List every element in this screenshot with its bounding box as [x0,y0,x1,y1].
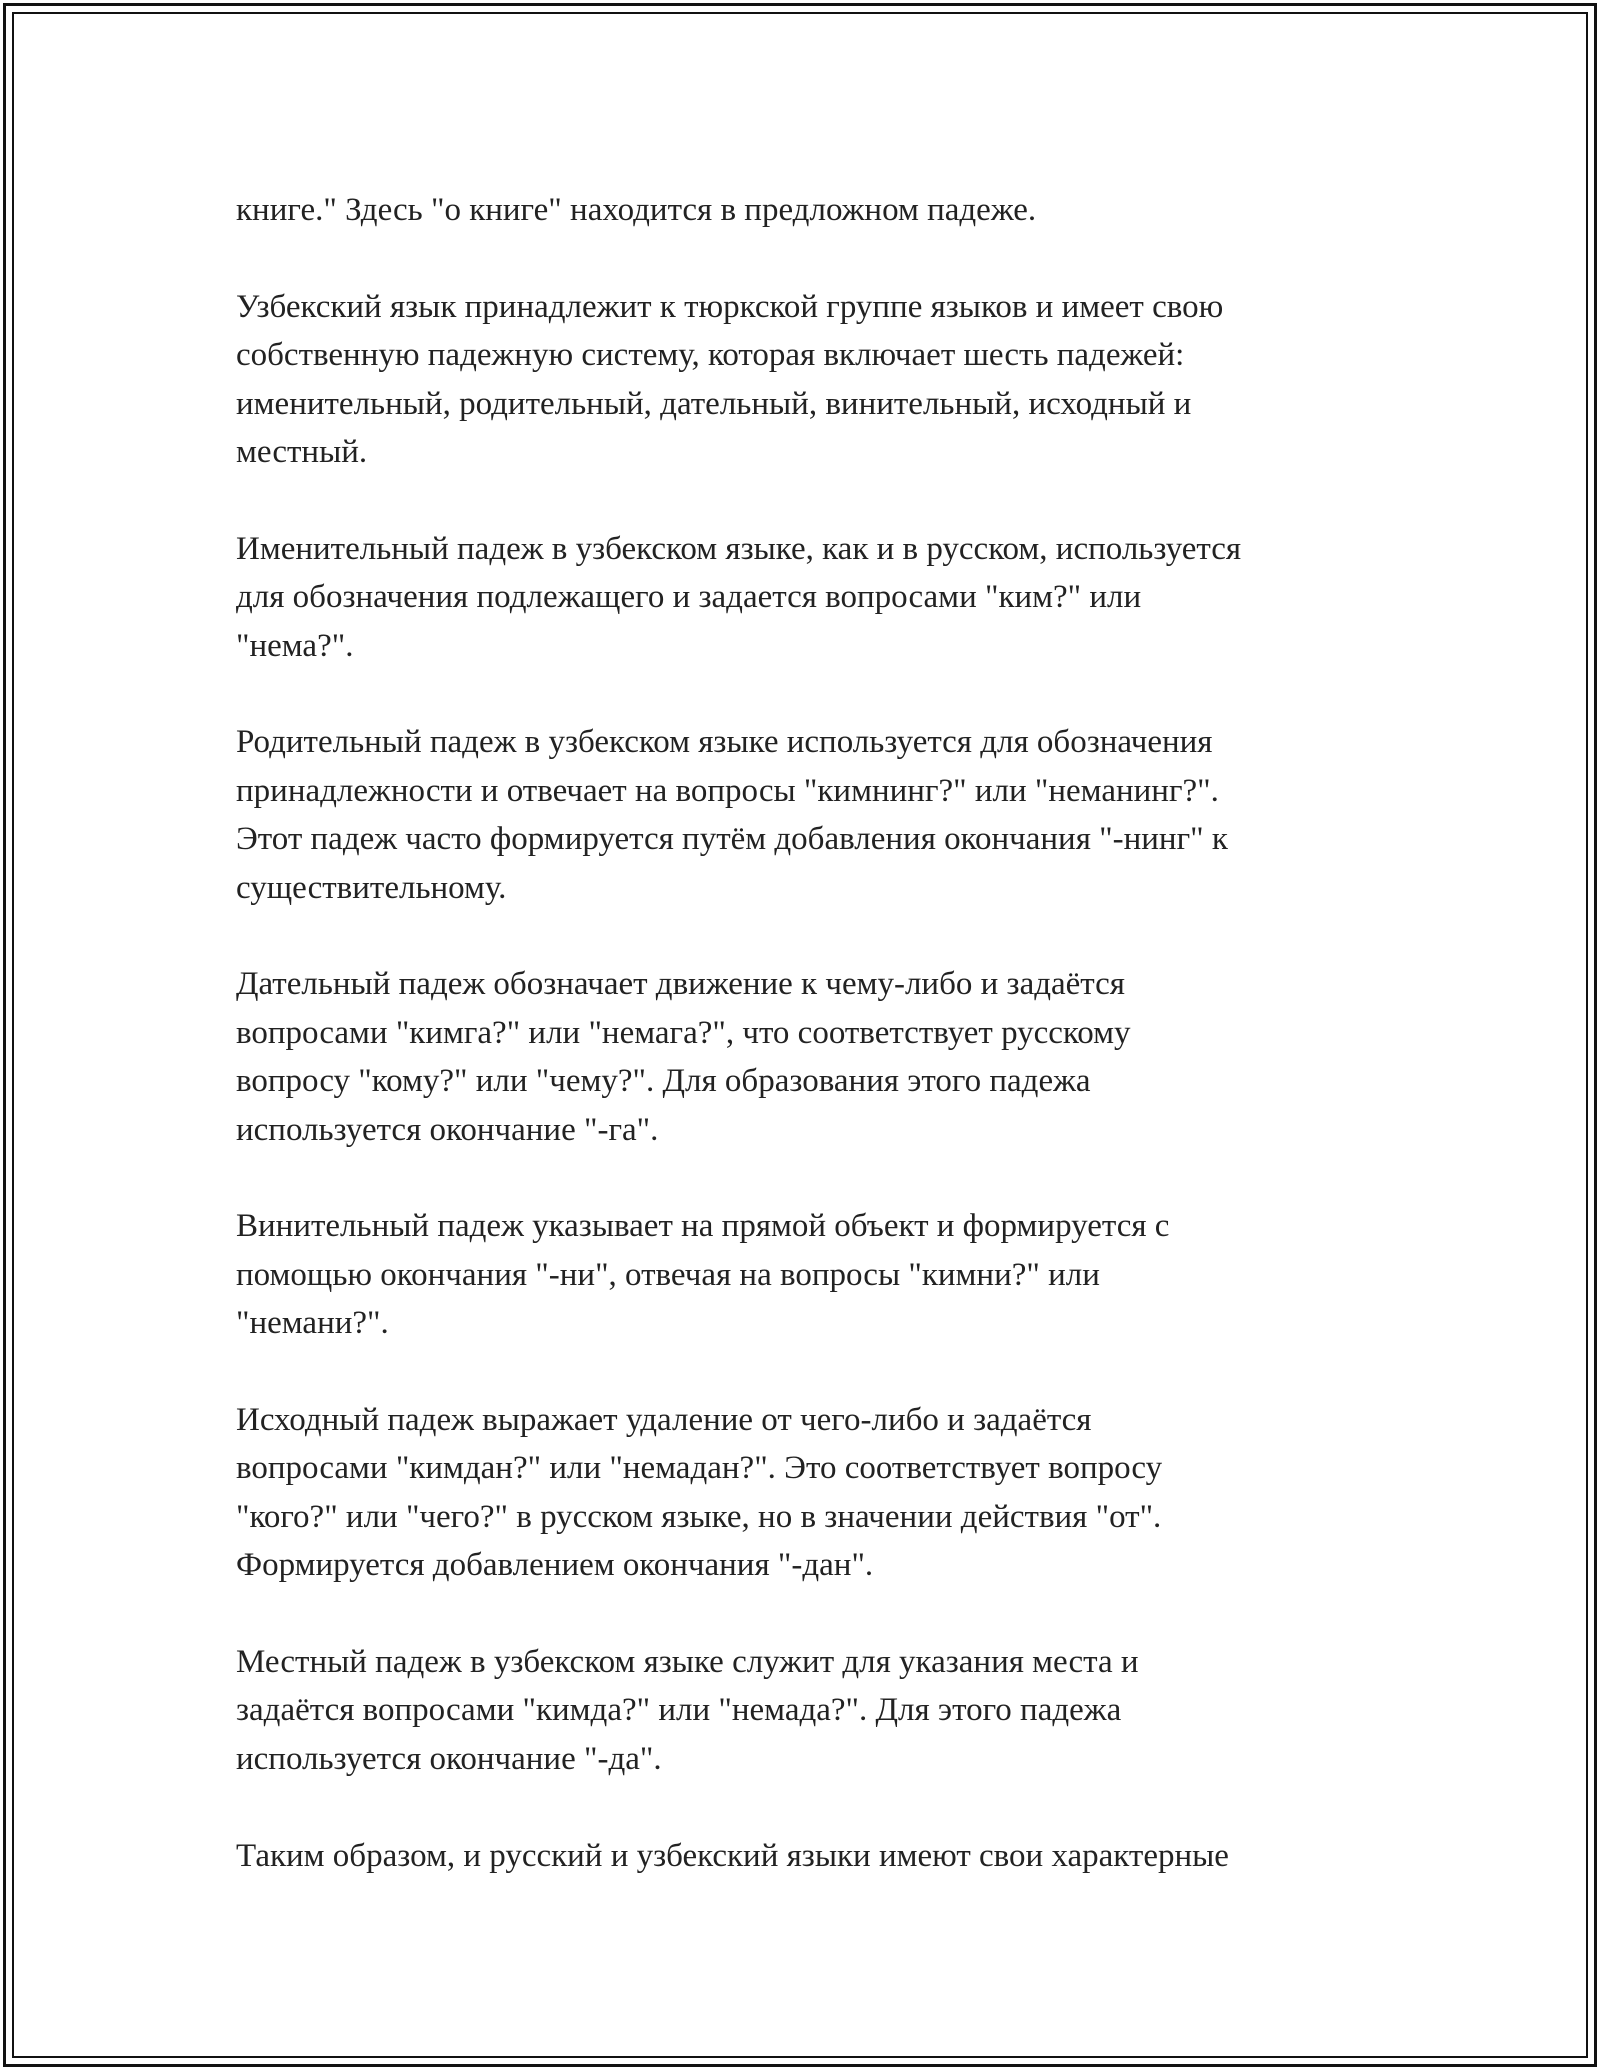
paragraph-genitive-case: Родительный падеж в узбекском языке используется для обозначения принадлежности и отвечает на вопросы "кимнинг?" или "неманинг?". Этот падеж часто формируется путём добавления окончания "-нинг" к существительному. [236,724,1228,906]
paragraph-conclusion: Таким образом, и русский и узбекский языки имеют свои характерные [236,1837,1229,1874]
paragraph-dative-case: Дательный падеж обозначает движение к чему-либо и задаётся вопросами "кимга?" или "немага?", что соответствует русскому вопросу "кому?" или "чему?". Для образования этого падежа используется окончание "-га". [236,966,1131,1148]
paragraph-prepositional-case-end: книге." Здесь "о книге" находится в предложном падеже. [236,192,1037,228]
paragraph-nominative-case: Именительный падеж в узбекском языке, как и в русском, используется для обозначения подлежащего и задается вопросами "ким?" или "нема?". [236,530,1242,664]
document-body [236,186,1376,1880]
paragraph-uzbek-case-system: Узбекский язык принадлежит к тюркской группе языков и имеет свою собственную падежную систему, которая включает шесть падежей: именительный, родительный, дательный, винительный, исходный и местный. [236,288,1224,471]
paragraph-accusative-case: Винительный падеж указывает на прямой объект и формируется с помощью окончания "-ни", отвечая на вопросы "кимни?" или "немани?". [236,1208,1170,1342]
paragraph-ablative-case: Исходный падеж выражает удаление от чего-либо и задаётся вопросами "кимдан?" или "немадан?". Это соответствует вопросу "кого?" или "чего?" в русском языке, но в значении действия "от". Формируется добавлением окончания "-дан". [236,1402,1163,1584]
paragraph-locative-case: Местный падеж в узбекском языке служит для указания места и задаётся вопросами "кимда?" или "немада?". Для этого падежа используется окончание "-да". [236,1644,1139,1777]
